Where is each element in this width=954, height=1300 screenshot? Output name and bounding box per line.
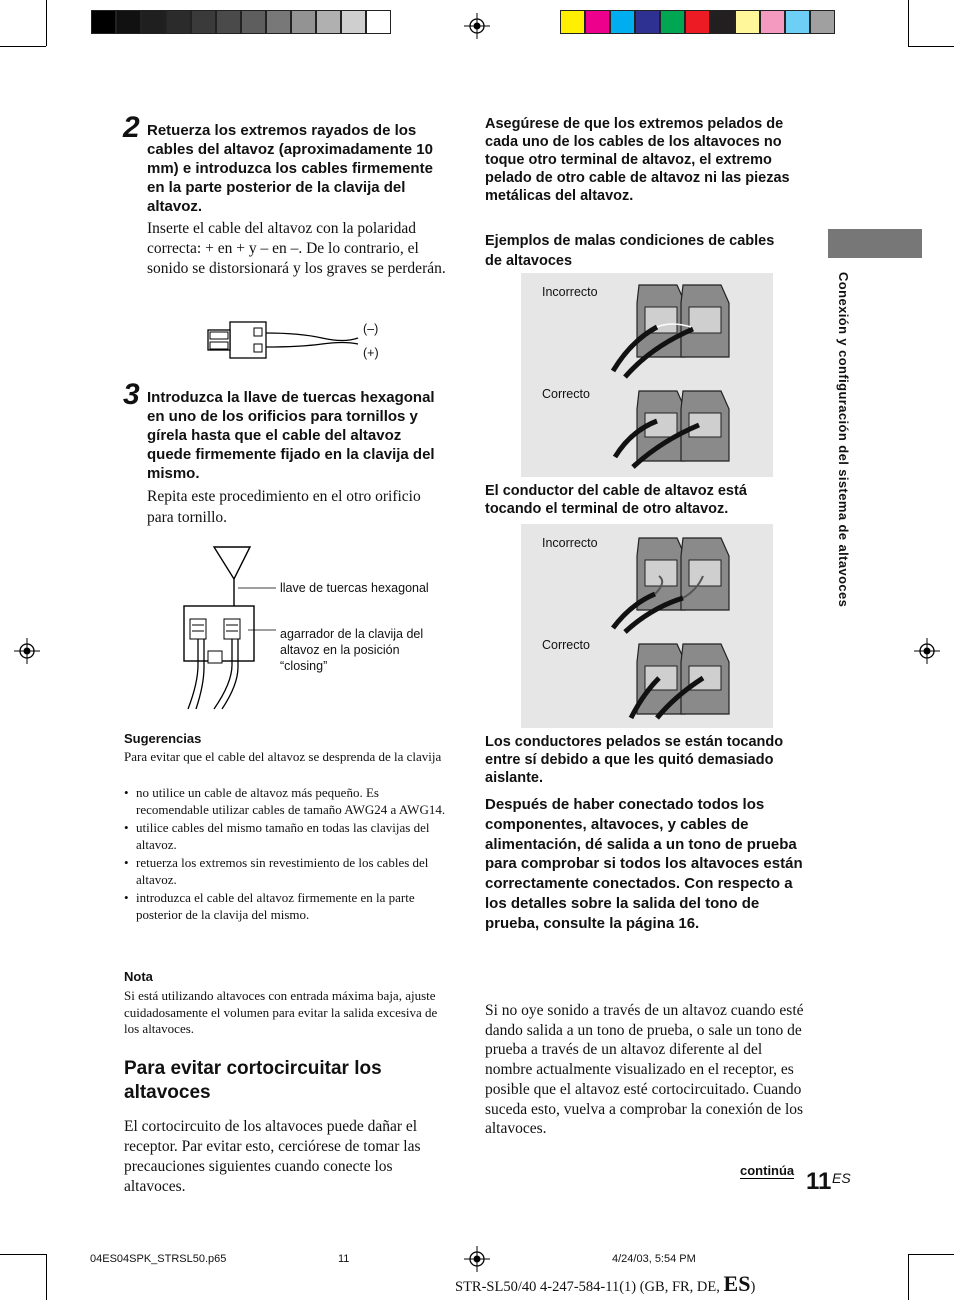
model-text: STR-SL50/40 4-247-584-11(1) (GB, FR, DE, [455,1279,720,1295]
color-swatch [735,10,760,34]
caption-bare-wires: Los conductores pelados se están tocando entre sí debido a que les quitó demasiado aislante. [485,734,784,786]
color-swatch [710,10,735,34]
color-swatch [366,10,391,34]
color-swatch [116,10,141,34]
step-2-number: 2 [123,111,140,144]
tips-list [124,785,446,925]
page-number: 11 [806,1168,832,1195]
color-swatch [341,10,366,34]
step-3-body: Repita este procedimiento en el otro orificio para tornillo. [147,488,421,526]
tips-intro: Para evitar que el cable del altavoz se desprenda de la clavija [124,749,442,764]
speaker-plug-illustration [200,316,380,366]
model-close: ) [750,1279,756,1295]
list-item: • utilice cables del mismo tamaño en todas las clavijas del altavoz. [124,820,446,853]
color-swatch [291,10,316,34]
figure-label-correct: Correcto [542,638,590,652]
list-item: • introduzca el cable del altavoz firmemente en la parte posterior de la clavija del mismo. [124,890,446,923]
step-3-number: 3 [123,378,140,411]
file-name: 04ES04SPK_STRSL50.p65 [90,1253,227,1265]
examples-title: Ejemplos de malas condiciones de cables de altavoces [485,233,775,269]
color-swatch [785,10,810,34]
page-language: ES [832,1170,851,1186]
figure-label-incorrect: Incorrecto [542,536,598,550]
step-3-heading: Introduzca la llave de tuercas hexagonal en uno de los orificios para tornillos y gírela hasta que el cable del altavoz quede firmemente fijado en la clavija del mismo. [147,389,435,482]
note-text: Si está utilizando altavoces con entrada máxima baja, ajuste cuidadosamente el volumen para evitar la salida excesiva de los altavoces. [124,988,438,1036]
wrench-label: llave de tuercas hexagonal [280,581,429,595]
color-swatch [810,10,835,34]
registration-mark-icon [464,13,490,39]
model-line [455,1271,755,1297]
list-item: • retuerza los extremos sin revestimiento de los cables del altavoz. [124,855,446,888]
figure-bare-wires-touching [521,524,773,728]
color-swatch [241,10,266,34]
closing-text: Si no oye sonido a través de un altavoz cuando esté dando salida a un tono de prueba, o sale un tono de prueba a través de un altavoz diferente al del nombre actualmente visualizado en el receptor, es posible que el altavoz esté cortocircuitado. Cuando suceda esto, vuelva a comprobar la conexión de los altavoces. [485,1002,804,1138]
color-swatch [635,10,660,34]
plug-label-minus: (–) [363,322,379,336]
list-item: • no utilice un cable de altavoz más pequeño. Es recomendable utilizar cables de tamaño AWG24 a AWG14. [124,785,446,818]
plug-label-plus: (+) [363,346,379,360]
color-swatch [610,10,635,34]
color-swatch [166,10,191,34]
side-tab-label: Conexión y configuración del sistema de altavoces [836,272,851,608]
file-page: 11 [338,1253,350,1265]
color-swatch [660,10,685,34]
color-swatch [216,10,241,34]
wrench-leader-lines [238,578,280,638]
step-2-heading: Retuerza los extremos rayados de los cables del altavoz (aproximadamente 10 mm) e introduzca los cables firmemente en la parte posterior de la clavija del altavoz. [147,122,433,215]
color-swatch [141,10,166,34]
color-swatch [585,10,610,34]
file-date: 4/24/03, 5:54 PM [612,1253,696,1265]
test-tone-text: Después de haber conectado todos los componentes, altavoces, y cables de alimentación, dé salida a un tono de prueba para comprobar si todos los altavoces están correctamente conectados. Con respecto a los detalles sobre la salida del tono de prueba, consulte la página 16. [485,796,803,932]
color-swatch [560,10,585,34]
model-es: ES [723,1271,751,1296]
registration-mark-icon [14,638,40,664]
section-title: Para evitar cortocircuitar los altavoces [124,1058,382,1103]
registration-mark-icon [464,1246,490,1272]
registration-mark-icon [914,638,940,664]
speaker-terminals-illustration [611,532,761,722]
color-swatch [266,10,291,34]
section-tab [828,229,922,258]
speaker-terminals-illustration [611,281,761,471]
figure-label-correct: Correcto [542,387,590,401]
grip-label: agarrador de la clavija del altavoz en la posición “closing” [280,627,424,673]
color-swatch [685,10,710,34]
note-title: Nota [124,969,153,984]
section-body: El cortocircuito de los altavoces puede dañar el receptor. Par evitar esto, cerciórese de tomar las precauciones siguientes cuando conecte los altavoces. [124,1118,421,1195]
caption-terminal-contact: El conductor del cable de altavoz está tocando el terminal de otro altavoz. [485,483,747,517]
color-swatch [760,10,785,34]
figure-label-incorrect: Incorrecto [542,285,598,299]
figure-terminal-contact [521,273,773,477]
color-swatch [191,10,216,34]
tips-title: Sugerencias [124,731,202,746]
continued-label: continúa [740,1163,795,1178]
step-2-body: Inserte el cable del altavoz con la polaridad correcta: + en + y – en –. De lo contrario, el sonido se distorsionará y los graves se perderán. [147,220,446,277]
color-swatch [316,10,341,34]
color-swatch [91,10,116,34]
warning-text: Asegúrese de que los extremos pelados de cada uno de los cables de los altavoces no toque otro terminal de altavoz, el extremo pelado de otro cable de altavoz ni las piezas metálicas del altavoz. [485,116,790,204]
